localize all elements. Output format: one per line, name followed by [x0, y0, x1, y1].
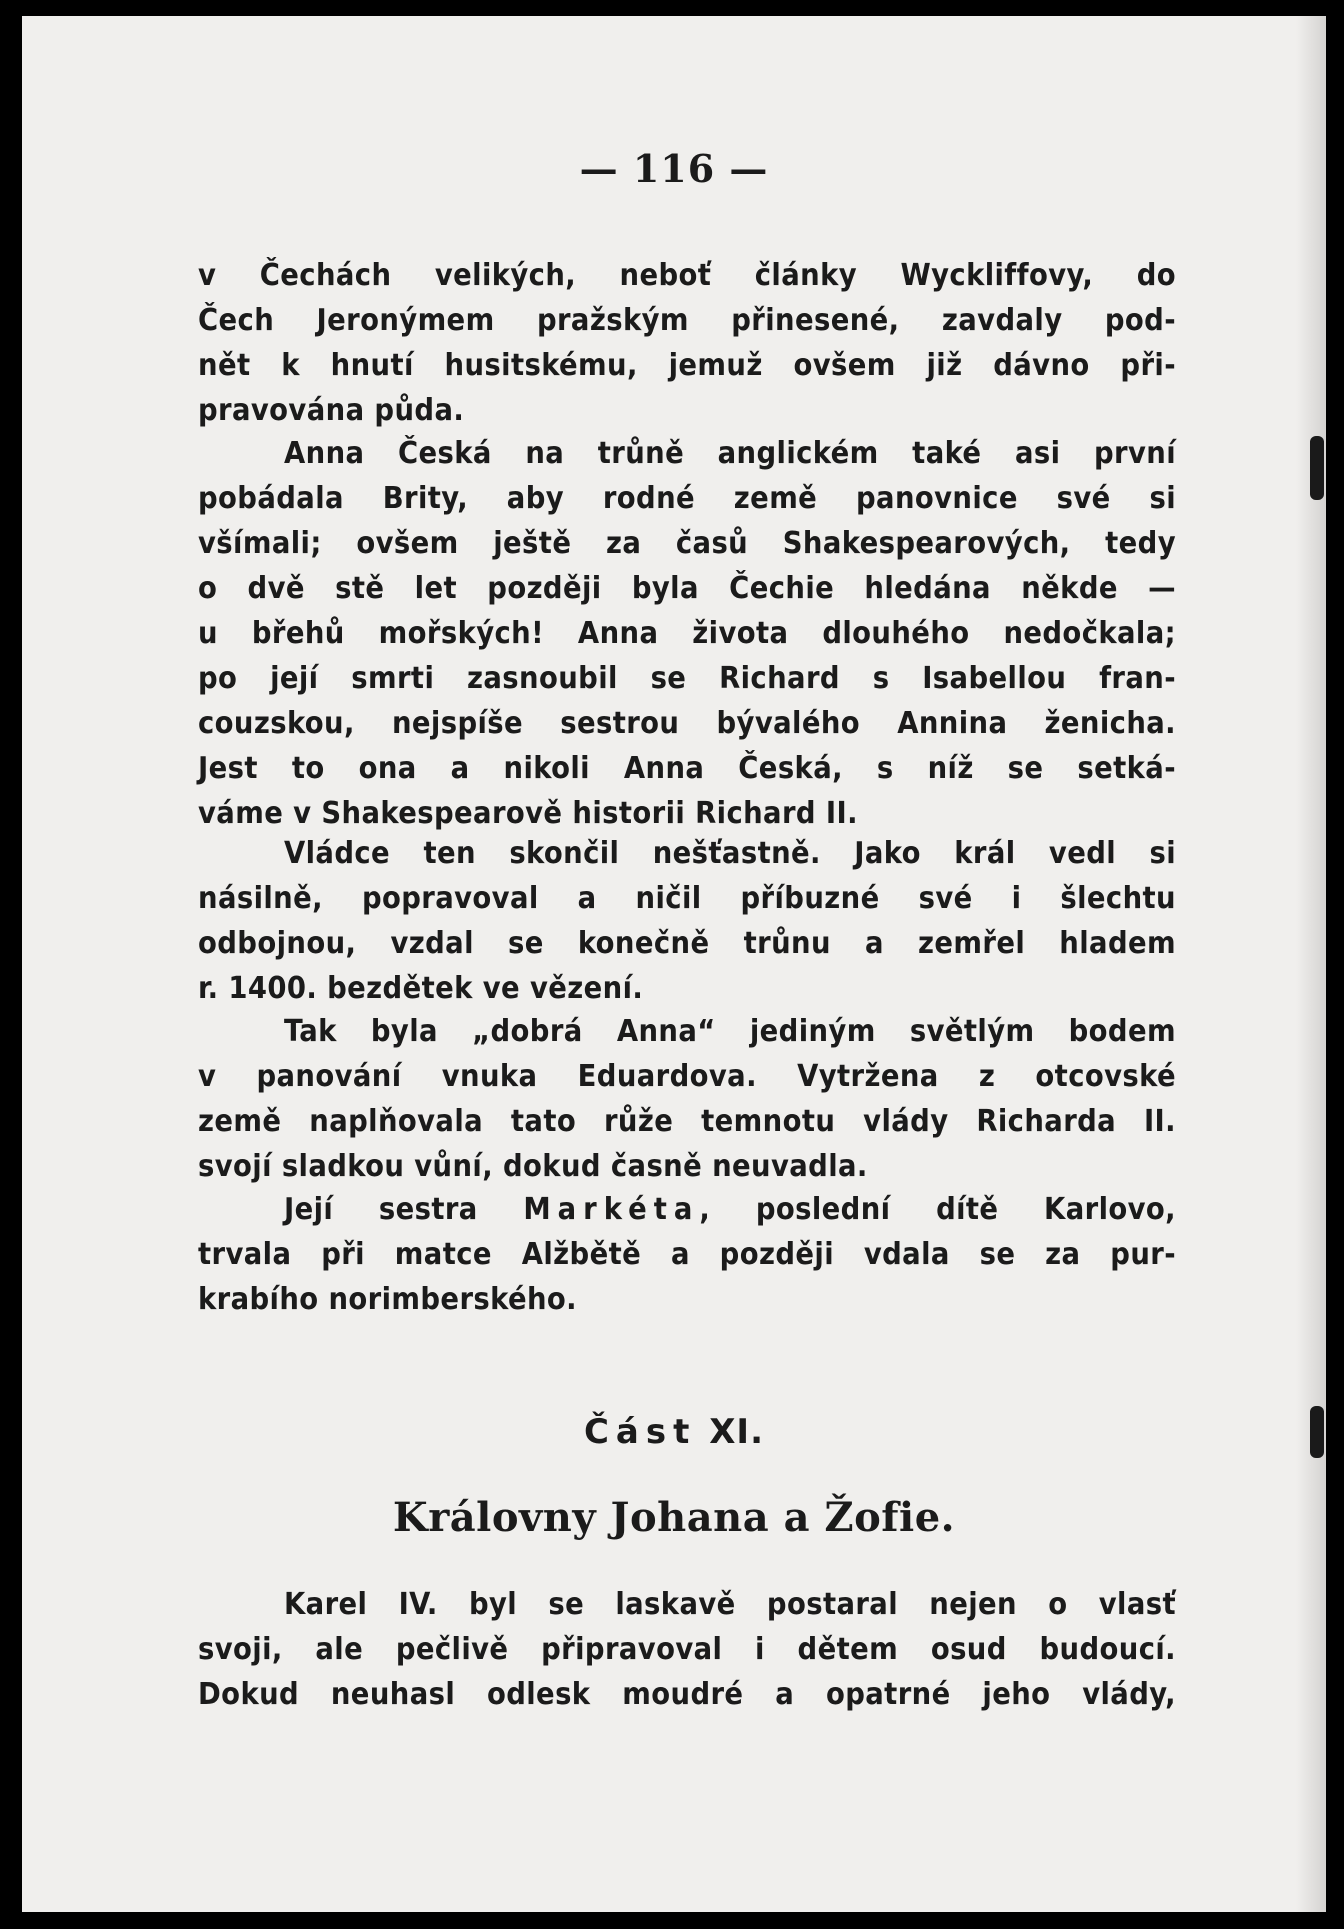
text-line: krabího norimberského. — [198, 1282, 577, 1317]
text-line: Karel IV. byl se laskavě postaral nejen o vlasť — [284, 1587, 1176, 1622]
text-line: trvala při matce Alžbětě a později vdala se za pur- — [198, 1237, 1176, 1272]
text-line: nět k hnutí husitskému, jemuž ovšem již dávno při- — [198, 348, 1176, 383]
text-line: v panování vnuka Eduardova. Vytržena z otcovské — [198, 1059, 1176, 1094]
text-line: svoji, ale pečlivě připravoval i dětem osud budoucí. — [198, 1632, 1176, 1667]
text-line: r. 1400. bezdětek ve vězení. — [198, 971, 644, 1006]
paragraph-vladce — [198, 831, 1176, 1011]
paragraph-dobra-anna — [198, 1009, 1176, 1189]
text-line: Čech Jeronýmem pražským přinesené, zavdaly pod- — [198, 303, 1176, 338]
text-line: Jest to ona a nikoli Anna Česká, s níž se setká- — [198, 751, 1176, 786]
text-fragment: , poslední dítě Karlovo, — [699, 1192, 1176, 1227]
text-line: Dokud neuhasl odlesk moudré a opatrné jeho vlády, — [198, 1677, 1176, 1712]
chapter-word: Část — [583, 1412, 697, 1452]
chapter-number: XI. — [709, 1412, 764, 1452]
text-line: země naplňovala tato růže temnotu vlády Richarda II. — [198, 1104, 1176, 1139]
text-line: Vládce ten skončil nešťastně. Jako král vedl si — [284, 836, 1176, 871]
paragraph-anna-ceska — [198, 431, 1176, 836]
text-line — [198, 1187, 1176, 1232]
text-line: Tak byla „dobrá Anna“ jediným světlým bodem — [284, 1014, 1176, 1049]
chapter-title: Královny Johana a Žofie. — [392, 1494, 956, 1541]
text-line: Anna Česká na trůně anglickém také asi první — [284, 436, 1176, 471]
text-line: po její smrti zasnoubil se Richard s Isabellou fran- — [198, 661, 1176, 696]
name-marketa: Markéta — [523, 1192, 700, 1227]
page-number: — 116 — — [579, 146, 769, 191]
paragraph-karel-iv — [198, 1582, 1176, 1717]
paragraph-marketa — [198, 1187, 1176, 1322]
text-line: pobádala Brity, aby rodné země panovnice své si — [198, 481, 1176, 516]
page-content — [22, 16, 1326, 1912]
text-fragment: Její sestra — [284, 1192, 478, 1227]
text-line: svojí sladkou vůní, dokud časně neuvadla. — [198, 1149, 868, 1184]
text-line: odbojnou, vzdal se konečně trůnu a zemřel hladem — [198, 926, 1176, 961]
text-line: couzskou, nejspíše sestrou bývalého Annina ženicha. — [198, 706, 1176, 741]
text-line: všímali; ovšem ještě za časů Shakespearových, tedy — [198, 526, 1176, 561]
text-line: váme v Shakespearově historii Richard II. — [198, 796, 858, 831]
text-line: pravována půda. — [198, 393, 465, 428]
chapter-label — [22, 1412, 1326, 1452]
text-line: u břehů mořských! Anna života dlouhého nedočkala; — [198, 616, 1176, 651]
text-line: násilně, popravoval a ničil příbuzné své i šlechtu — [198, 881, 1176, 916]
scanned-page — [22, 16, 1326, 1912]
text-line: v Čechách velikých, neboť články Wyckliffovy, do — [198, 258, 1176, 293]
text-line: o dvě stě let později byla Čechie hledána někde — — [198, 571, 1176, 606]
paragraph-continuation — [198, 253, 1176, 433]
